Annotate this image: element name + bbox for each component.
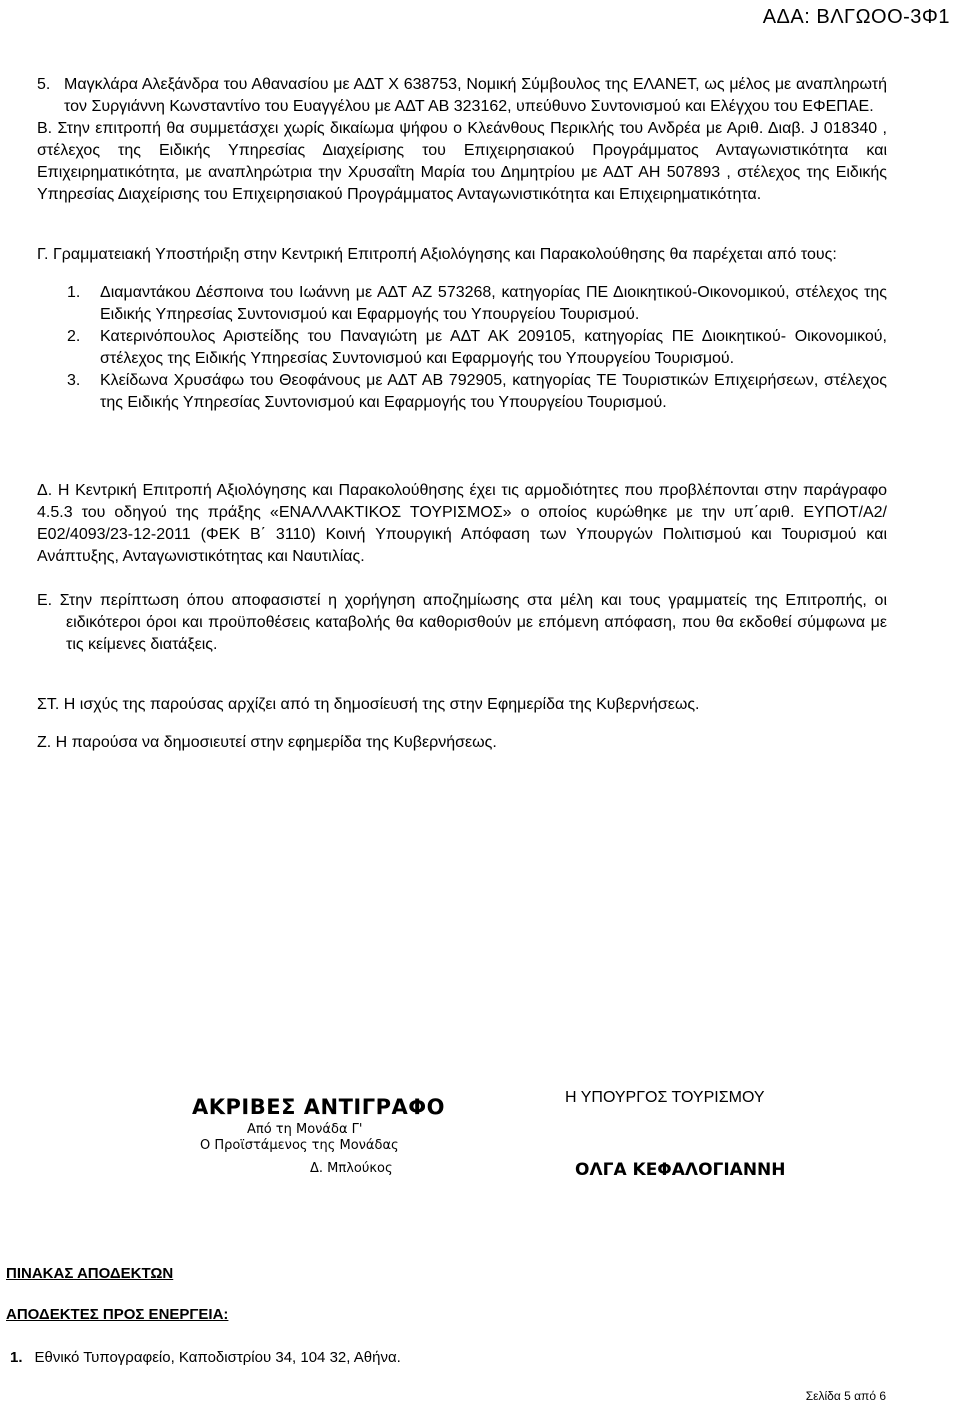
section-g-paragraph: Γ. Γραμματειακή Υποστήριξη στην Κεντρική Επιτροπή Αξιολόγησης και Παρακολούθησης θα παρέχεται από τους: [37, 246, 837, 263]
recipient-number: 1. [10, 1349, 23, 1366]
list-item [37, 370, 887, 414]
recipient-text: Εθνικό Τυπογραφείο, Καποδιστρίου 34, 104 32, Αθήνα. [34, 1349, 401, 1366]
section-d-paragraph: Δ. Η Κεντρική Επιτροπή Αξιολόγησης και Παρακολούθησης έχει τις αρμοδιότητες που προβλέπονται στην παράγραφο 4.5.3 του οδηγού της πράξης «ΕΝΑΛΛΑΚΤΙΚΟΣ ΤΟΥΡΙΣΜΟΣ» ο οποίος κυρώθηκε με την υπ΄αριθ. ΕΥΠΟΤ/Α2/Ε02/4093/23-12-2011 (ΦΕΚ Β΄ 3110) Κοινή Υπουργική Απόφαση των Υπουργών Πολιτισμού και Τουρισμού και Ανάπτυξης, Ανταγωνιστικότητας και Ναυτιλίας. [37, 482, 887, 565]
member-item-5 [37, 74, 887, 118]
section-st-paragraph: ΣΤ. Η ισχύς της παρούσας αρχίζει από τη δημοσίευσή της στην Εφημερίδα της Κυβερνήσεως. [37, 696, 700, 713]
list-item-text: Διαμαντάκου Δέσποινα του Ιωάννη με ΑΔΤ ΑΖ 573268, κατηγορίας ΠΕ Διοικητικού-Οικονομικού, στέλεχος της Ειδικής Υπηρεσίας Συντονισμού και Εφαρμογής του Υπουργείου Τουρισμού. [100, 284, 887, 323]
section-e-paragraph: Ε. Στην περίπτωση όπου αποφασιστεί η χορήγηση αποζημίωσης στα μέλη και τους γραμματείς της Επιτροπής, οι ειδικότεροι όροι και προϋποθέσεις καταβολής θα καθορισθούν με επόμενη απόφαση, που θα εκδοθεί σύμφωνα με τις κείμενες διατάξεις. [37, 592, 887, 653]
list-item [37, 282, 887, 326]
stamp-signatory: Δ. Μπλούκος [310, 1161, 393, 1176]
list-item-text: Κλείδωνα Χρυσάφω του Θεοφάνους με ΑΔΤ ΑΒ 792905, κατηγορίας ΤΕ Τουριστικών Επιχειρήσεων, στέλεχος της Ειδικής Υπηρεσίας Συντονισμού και Εφαρμογής του Υπουργείου Τουρισμού. [100, 372, 887, 411]
page-number: Σελίδα 5 από 6 [805, 1389, 886, 1403]
recipient-item [10, 1349, 401, 1366]
list-item-text: Κατερινόπουλος Αριστείδης του Παναγιώτη με ΑΔΤ ΑΚ 209105, κατηγορίας ΠΕ Διοικητικού- Οικονομικού, στέλεχος της Ειδικής Υπηρεσίας Συντονισμού και Εφαρμογής του Υπουργείου Τουρισμού. [100, 328, 887, 367]
item-number: 5. [37, 76, 51, 93]
recipients-title: ΑΠΟΔΕΚΤΕΣ ΠΡΟΣ ΕΝΕΡΓΕΙΑ: [6, 1306, 229, 1323]
stamp-unit: Από τη Μονάδα Γ' [247, 1122, 363, 1137]
signature-area [0, 1085, 960, 1205]
ada-code: ΑΔΑ: ΒΛΓΩΟΟ-3Φ1 [762, 6, 950, 28]
minister-name: ΟΛΓΑ ΚΕΦΑΛΟΓΙΑΝΝΗ [575, 1160, 786, 1180]
list-item [37, 326, 887, 370]
distribution-table-title: ΠΙΝΑΚΑΣ ΑΠΟΔΕΚΤΩΝ [6, 1265, 174, 1282]
list-item-number: 1. [67, 284, 81, 301]
list-item-number: 3. [67, 372, 81, 389]
section-z-paragraph: Ζ. Η παρούσα να δημοσιευτεί στην εφημερίδα της Κυβερνήσεως. [37, 734, 497, 751]
member-item-5-text: Μαγκλάρα Αλεξάνδρα του Αθανασίου με ΑΔΤ Χ 638753, Νομική Σύμβουλος της ΕΛΑΝΕΤ, ως μέλος με αναπληρωτή τον Συργιάννη Κωνσταντίνο του Ευαγγέλου με ΑΔΤ ΑΒ 323162, υπεύθυνο Συντονισμού και Ελέγχου του ΕΦΕΠΑΕ. [64, 76, 887, 115]
stamp-role: Ο Προϊστάμενος της Μονάδας [200, 1138, 399, 1153]
list-item-number: 2. [67, 328, 81, 345]
section-b-paragraph: Β. Στην επιτροπή θα συμμετάσχει χωρίς δικαίωμα ψήφου ο Κλεάνθους Περικλής του Ανδρέα με Αριθ. Διαβ. J 018340 , στέλεχος της Ειδικής Υπηρεσίας Διαχείρισης του Επιχειρησιακού Προγράμματος Ανταγωνιστικότητα και Επιχειρηματικότητα, με αναπληρώτρια την Χρυσαΐτη Μαρία του Δημητρίου με ΑΔΤ ΑΗ 507893 , στέλεχος της Ειδικής Υπηρεσίας Διαχείρισης του Επιχειρησιακού Προγράμματος Ανταγωνιστικότητα και Επιχειρηματικότητα. [37, 120, 887, 203]
minister-title: Η ΥΠΟΥΡΓΟΣ ΤΟΥΡΙΣΜΟΥ [565, 1089, 765, 1106]
stamp-title: ΑΚΡΙΒΕΣ ΑΝΤΙΓΡΑΦΟ [192, 1095, 445, 1119]
secretarial-support-list [37, 282, 887, 414]
certified-copy-stamp [192, 1095, 460, 1176]
document-body [37, 74, 887, 754]
distribution-section [6, 1265, 228, 1323]
